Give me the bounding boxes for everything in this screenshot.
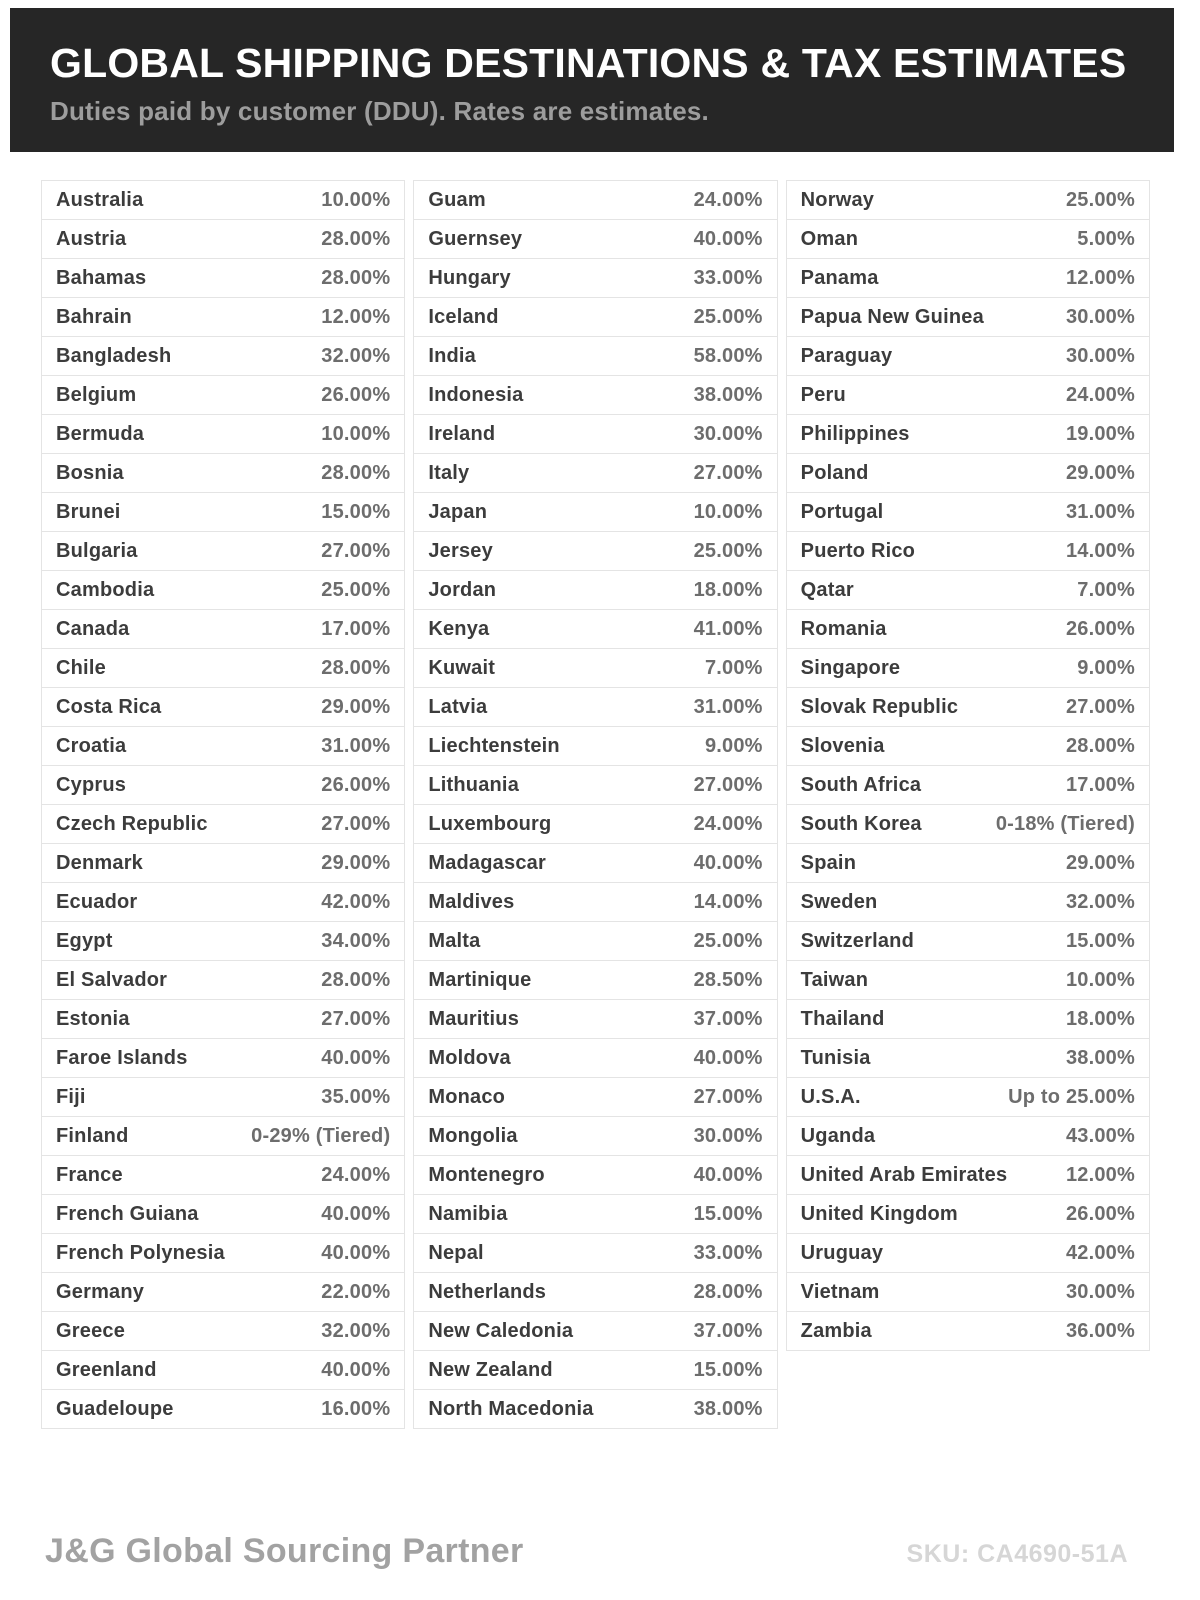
tax-rate-value: 9.00% xyxy=(1077,656,1135,679)
table-row xyxy=(41,726,405,766)
table-row xyxy=(413,726,777,766)
tax-rate-value: 16.00% xyxy=(321,1397,391,1420)
country-name: Finland xyxy=(56,1124,129,1147)
table-row xyxy=(413,1272,777,1312)
table-row xyxy=(413,648,777,688)
country-name: South Korea xyxy=(800,812,922,835)
country-name: Singapore xyxy=(800,656,901,679)
country-name: Croatia xyxy=(56,734,127,757)
tax-rate-value: 22.00% xyxy=(321,1280,391,1303)
country-name: Philippines xyxy=(800,422,910,445)
country-name: Bahrain xyxy=(56,305,132,328)
table-row xyxy=(41,1116,405,1156)
country-name: El Salvador xyxy=(56,968,168,991)
tax-rate-value: 29.00% xyxy=(321,851,391,874)
table-row xyxy=(41,1194,405,1234)
table-row xyxy=(41,219,405,259)
table-row xyxy=(413,414,777,454)
table-row xyxy=(413,960,777,1000)
table-row xyxy=(413,375,777,415)
table-row xyxy=(786,960,1150,1000)
country-name: Cambodia xyxy=(56,578,155,601)
tax-rate-value: 29.00% xyxy=(1065,461,1135,484)
table-row xyxy=(413,219,777,259)
table-row xyxy=(786,1311,1150,1351)
country-name: Martinique xyxy=(428,968,532,991)
rates-column-2 xyxy=(413,180,777,1429)
tax-rate-value: 28.00% xyxy=(321,656,391,679)
tax-rate-value: 31.00% xyxy=(321,734,391,757)
tax-rate-value: 40.00% xyxy=(321,1358,391,1381)
footer xyxy=(45,1532,1128,1571)
country-name: Portugal xyxy=(800,500,884,523)
country-name: Bermuda xyxy=(56,422,145,445)
country-name: Guam xyxy=(428,188,486,211)
tax-rate-value: 29.00% xyxy=(1065,851,1135,874)
tax-rate-value: 43.00% xyxy=(1065,1124,1135,1147)
country-name: Bulgaria xyxy=(56,539,138,562)
tax-rate-value: 25.00% xyxy=(693,539,763,562)
tax-rate-value: 24.00% xyxy=(693,812,763,835)
table-row xyxy=(413,258,777,298)
country-name: French Guiana xyxy=(56,1202,199,1225)
tax-rate-value: 58.00% xyxy=(693,344,763,367)
table-row xyxy=(41,375,405,415)
tax-rate-value: 40.00% xyxy=(321,1202,391,1225)
table-row xyxy=(786,1038,1150,1078)
tax-rate-value: 32.00% xyxy=(321,344,391,367)
country-name: U.S.A. xyxy=(800,1085,861,1108)
country-name: Qatar xyxy=(800,578,854,601)
table-row xyxy=(786,921,1150,961)
country-name: Bosnia xyxy=(56,461,124,484)
table-row xyxy=(786,882,1150,922)
country-name: Uganda xyxy=(800,1124,876,1147)
table-row xyxy=(786,726,1150,766)
table-row xyxy=(41,453,405,493)
tax-rate-value: 31.00% xyxy=(1065,500,1135,523)
table-row xyxy=(41,570,405,610)
country-name: United Arab Emirates xyxy=(800,1163,1008,1186)
table-row xyxy=(786,531,1150,571)
country-name: Sweden xyxy=(800,890,878,913)
tax-rate-value: 33.00% xyxy=(693,1241,763,1264)
table-row xyxy=(413,765,777,805)
country-name: Madagascar xyxy=(428,851,546,874)
brand-name: J&G Global Sourcing Partner xyxy=(45,1532,524,1570)
country-name: Jersey xyxy=(428,539,493,562)
tax-rate-value: 18.00% xyxy=(1065,1007,1135,1030)
tax-rate-value: 38.00% xyxy=(693,383,763,406)
tax-rate-value: 28.00% xyxy=(321,461,391,484)
country-name: Jordan xyxy=(428,578,497,601)
country-name: Zambia xyxy=(800,1319,872,1342)
table-row xyxy=(413,1233,777,1273)
tax-rate-value: 37.00% xyxy=(693,1007,763,1030)
tax-rate-value: 27.00% xyxy=(1065,695,1135,718)
country-name: Mauritius xyxy=(428,1007,520,1030)
tax-rate-value: 30.00% xyxy=(1065,344,1135,367)
country-name: Poland xyxy=(800,461,869,484)
table-row xyxy=(413,1155,777,1195)
table-row xyxy=(413,336,777,376)
table-row xyxy=(41,492,405,532)
country-name: Bangladesh xyxy=(56,344,172,367)
tax-rate-value: 9.00% xyxy=(704,734,763,757)
tax-rate-value: 24.00% xyxy=(1065,383,1135,406)
tax-rate-value: 26.00% xyxy=(1065,617,1135,640)
tax-rate-value: 17.00% xyxy=(1065,773,1135,796)
table-row xyxy=(41,765,405,805)
tax-rate-value: 24.00% xyxy=(693,188,763,211)
table-row xyxy=(413,1077,777,1117)
country-name: Italy xyxy=(428,461,470,484)
tax-rate-value: 36.00% xyxy=(1065,1319,1135,1342)
tax-rate-value: 27.00% xyxy=(693,461,763,484)
tax-rate-value: 30.00% xyxy=(1065,1280,1135,1303)
country-name: Indonesia xyxy=(428,383,524,406)
tax-rate-value: 40.00% xyxy=(693,1163,763,1186)
table-row xyxy=(786,570,1150,610)
table-row xyxy=(41,297,405,337)
country-name: Monaco xyxy=(428,1085,506,1108)
table-row xyxy=(413,1116,777,1156)
country-name: Austria xyxy=(56,227,127,250)
tax-rate-value: 7.00% xyxy=(704,656,763,679)
table-row xyxy=(786,1233,1150,1273)
table-row xyxy=(786,648,1150,688)
tax-rate-value: 34.00% xyxy=(321,929,391,952)
country-name: Switzerland xyxy=(800,929,914,952)
country-name: Hungary xyxy=(428,266,511,289)
table-row xyxy=(786,219,1150,259)
country-name: France xyxy=(56,1163,123,1186)
country-name: Romania xyxy=(800,617,887,640)
tax-rate-value: 25.00% xyxy=(1065,188,1135,211)
table-row xyxy=(786,1272,1150,1312)
country-name: Papua New Guinea xyxy=(800,305,984,328)
table-row xyxy=(786,1194,1150,1234)
table-row xyxy=(413,1350,777,1390)
country-name: India xyxy=(428,344,476,367)
table-row xyxy=(786,843,1150,883)
table-row xyxy=(413,453,777,493)
tax-rate-value: 26.00% xyxy=(321,383,391,406)
tax-rate-value: 14.00% xyxy=(1065,539,1135,562)
table-row xyxy=(413,531,777,571)
tax-rate-value: 14.00% xyxy=(693,890,763,913)
table-row xyxy=(413,999,777,1039)
table-row xyxy=(41,414,405,454)
tax-rate-value: 30.00% xyxy=(693,1124,763,1147)
tax-rate-value: 25.00% xyxy=(321,578,391,601)
tax-rate-value: 28.00% xyxy=(321,227,391,250)
tax-rate-value: 29.00% xyxy=(321,695,391,718)
tax-rate-value: 27.00% xyxy=(693,773,763,796)
table-row xyxy=(413,804,777,844)
country-name: Kenya xyxy=(428,617,490,640)
tax-rate-value: 32.00% xyxy=(321,1319,391,1342)
country-name: Paraguay xyxy=(800,344,893,367)
table-row xyxy=(413,843,777,883)
tax-rate-value: 10.00% xyxy=(693,500,763,523)
tax-rate-value: 28.50% xyxy=(693,968,763,991)
table-row xyxy=(41,1272,405,1312)
table-row xyxy=(786,453,1150,493)
tax-rate-value: 32.00% xyxy=(1065,890,1135,913)
table-row xyxy=(41,1233,405,1273)
tax-rate-value: 40.00% xyxy=(321,1241,391,1264)
tax-rate-value: 10.00% xyxy=(1065,968,1135,991)
table-row xyxy=(41,1155,405,1195)
tax-rate-value: 28.00% xyxy=(1065,734,1135,757)
country-name: Germany xyxy=(56,1280,145,1303)
table-row xyxy=(413,1038,777,1078)
table-row xyxy=(41,687,405,727)
table-row xyxy=(413,570,777,610)
country-name: Spain xyxy=(800,851,857,874)
tax-rate-value: 31.00% xyxy=(693,695,763,718)
tax-rate-value: 26.00% xyxy=(1065,1202,1135,1225)
country-name: Latvia xyxy=(428,695,488,718)
country-name: United Kingdom xyxy=(800,1202,958,1225)
tax-rate-value: 38.00% xyxy=(1065,1046,1135,1069)
country-name: Malta xyxy=(428,929,481,952)
table-row xyxy=(786,765,1150,805)
table-row xyxy=(41,804,405,844)
table-row xyxy=(41,648,405,688)
table-row xyxy=(786,336,1150,376)
country-name: Montenegro xyxy=(428,1163,545,1186)
country-name: Peru xyxy=(800,383,846,406)
country-name: Cyprus xyxy=(56,773,127,796)
tax-rate-value: 10.00% xyxy=(321,422,391,445)
country-name: Czech Republic xyxy=(56,812,208,835)
tax-rate-value: 19.00% xyxy=(1065,422,1135,445)
country-name: New Zealand xyxy=(428,1358,553,1381)
tax-rate-value: 27.00% xyxy=(321,539,391,562)
country-name: Bahamas xyxy=(56,266,147,289)
country-name: Canada xyxy=(56,617,130,640)
country-name: Kuwait xyxy=(428,656,496,679)
rates-column-1 xyxy=(41,180,405,1429)
table-row xyxy=(786,492,1150,532)
table-row xyxy=(786,258,1150,298)
tax-rate-value: 15.00% xyxy=(321,500,391,523)
table-row xyxy=(786,687,1150,727)
table-row xyxy=(41,999,405,1039)
page-subtitle: Duties paid by customer (DDU). Rates are estimates. xyxy=(50,96,709,126)
table-row xyxy=(413,297,777,337)
tax-rate-value: 26.00% xyxy=(321,773,391,796)
table-row xyxy=(786,297,1150,337)
table-row xyxy=(413,492,777,532)
tax-rate-value: 15.00% xyxy=(1065,929,1135,952)
tax-rate-value: 10.00% xyxy=(321,188,391,211)
country-name: Norway xyxy=(800,188,875,211)
table-row xyxy=(41,1350,405,1390)
country-name: South Africa xyxy=(800,773,922,796)
tax-rate-value: 42.00% xyxy=(321,890,391,913)
tax-rate-value: 15.00% xyxy=(693,1202,763,1225)
country-name: Maldives xyxy=(428,890,515,913)
tax-rate-value: 17.00% xyxy=(321,617,391,640)
tax-rate-value: 40.00% xyxy=(693,1046,763,1069)
country-name: Uruguay xyxy=(800,1241,884,1264)
country-name: Belgium xyxy=(56,383,137,406)
table-row xyxy=(41,531,405,571)
country-name: Australia xyxy=(56,188,144,211)
table-row xyxy=(786,414,1150,454)
tax-rate-value: 24.00% xyxy=(321,1163,391,1186)
tax-rate-value: 30.00% xyxy=(1065,305,1135,328)
country-name: Taiwan xyxy=(800,968,869,991)
tax-rate-value: 12.00% xyxy=(1065,266,1135,289)
table-row xyxy=(41,960,405,1000)
tax-rate-value: 5.00% xyxy=(1077,227,1135,250)
country-name: Fiji xyxy=(56,1085,86,1108)
country-name: Denmark xyxy=(56,851,143,874)
table-row xyxy=(41,843,405,883)
table-row xyxy=(41,1311,405,1351)
table-row xyxy=(41,1038,405,1078)
tax-rate-value: 27.00% xyxy=(321,812,391,835)
country-name: Costa Rica xyxy=(56,695,162,718)
country-name: Puerto Rico xyxy=(800,539,916,562)
country-name: Japan xyxy=(428,500,488,523)
tax-rate-value: 0-18% (Tiered) xyxy=(995,812,1135,835)
tax-rate-value: 27.00% xyxy=(693,1085,763,1108)
country-name: Moldova xyxy=(428,1046,511,1069)
tax-rate-value: 42.00% xyxy=(1065,1241,1135,1264)
table-row xyxy=(41,921,405,961)
country-name: Egypt xyxy=(56,929,113,952)
tax-rate-value: 28.00% xyxy=(693,1280,763,1303)
tax-rate-value: 35.00% xyxy=(321,1085,391,1108)
tax-rate-value: Up to 25.00% xyxy=(1008,1085,1135,1108)
country-name: Slovak Republic xyxy=(800,695,959,718)
tax-rates-table xyxy=(41,180,1150,1429)
country-name: New Caledonia xyxy=(428,1319,574,1342)
tax-rate-value: 40.00% xyxy=(693,851,763,874)
country-name: Ecuador xyxy=(56,890,138,913)
country-name: Brunei xyxy=(56,500,121,523)
table-row xyxy=(41,1389,405,1429)
tax-rate-value: 41.00% xyxy=(693,617,763,640)
sku-label: SKU: CA4690-51A xyxy=(906,1540,1128,1568)
table-row xyxy=(413,882,777,922)
tax-rate-value: 27.00% xyxy=(321,1007,391,1030)
table-row xyxy=(413,921,777,961)
country-name: Greece xyxy=(56,1319,126,1342)
tax-rate-value: 40.00% xyxy=(321,1046,391,1069)
table-row xyxy=(786,609,1150,649)
country-name: Oman xyxy=(800,227,859,250)
country-name: Vietnam xyxy=(800,1280,880,1303)
tax-rate-value: 40.00% xyxy=(693,227,763,250)
table-row xyxy=(41,609,405,649)
country-name: Nepal xyxy=(428,1241,484,1264)
country-name: Liechtenstein xyxy=(428,734,560,757)
tax-rate-value: 28.00% xyxy=(321,266,391,289)
table-row xyxy=(413,1311,777,1351)
table-row xyxy=(41,1077,405,1117)
tax-rate-value: 28.00% xyxy=(321,968,391,991)
country-name: Tunisia xyxy=(800,1046,871,1069)
country-name: Guernsey xyxy=(428,227,523,250)
table-row xyxy=(786,999,1150,1039)
table-row xyxy=(786,1155,1150,1195)
table-row xyxy=(786,1077,1150,1117)
rates-column-3 xyxy=(786,180,1150,1351)
country-name: Iceland xyxy=(428,305,499,328)
table-row xyxy=(41,180,405,220)
header-banner xyxy=(10,8,1174,152)
tax-rate-value: 18.00% xyxy=(693,578,763,601)
table-row xyxy=(41,336,405,376)
tax-rate-value: 30.00% xyxy=(693,422,763,445)
tax-rate-value: 12.00% xyxy=(1065,1163,1135,1186)
table-row xyxy=(413,687,777,727)
tax-rate-value: 38.00% xyxy=(693,1397,763,1420)
table-row xyxy=(413,609,777,649)
tax-rate-value: 0-29% (Tiered) xyxy=(251,1124,391,1147)
tax-rate-value: 33.00% xyxy=(693,266,763,289)
table-row xyxy=(41,258,405,298)
country-name: Faroe Islands xyxy=(56,1046,188,1069)
country-name: Namibia xyxy=(428,1202,508,1225)
country-name: Mongolia xyxy=(428,1124,518,1147)
country-name: Luxembourg xyxy=(428,812,552,835)
table-row xyxy=(786,804,1150,844)
country-name: Netherlands xyxy=(428,1280,547,1303)
tax-rate-value: 37.00% xyxy=(693,1319,763,1342)
country-name: French Polynesia xyxy=(56,1241,225,1264)
table-row xyxy=(41,882,405,922)
tax-rate-value: 7.00% xyxy=(1077,578,1135,601)
country-name: Greenland xyxy=(56,1358,157,1381)
country-name: Panama xyxy=(800,266,879,289)
table-row xyxy=(786,375,1150,415)
country-name: Estonia xyxy=(56,1007,130,1030)
tax-rate-value: 12.00% xyxy=(321,305,391,328)
country-name: Ireland xyxy=(428,422,496,445)
country-name: Guadeloupe xyxy=(56,1397,174,1420)
tax-rate-value: 25.00% xyxy=(693,929,763,952)
page-title: GLOBAL SHIPPING DESTINATIONS & TAX ESTIMATES xyxy=(50,40,1127,86)
table-row xyxy=(786,180,1150,220)
country-name: Thailand xyxy=(800,1007,885,1030)
table-row xyxy=(786,1116,1150,1156)
table-row xyxy=(413,180,777,220)
country-name: Lithuania xyxy=(428,773,520,796)
country-name: North Macedonia xyxy=(428,1397,594,1420)
table-row xyxy=(413,1389,777,1429)
tax-rate-value: 15.00% xyxy=(693,1358,763,1381)
table-row xyxy=(413,1194,777,1234)
tax-rate-value: 25.00% xyxy=(693,305,763,328)
country-name: Slovenia xyxy=(800,734,885,757)
country-name: Chile xyxy=(56,656,106,679)
